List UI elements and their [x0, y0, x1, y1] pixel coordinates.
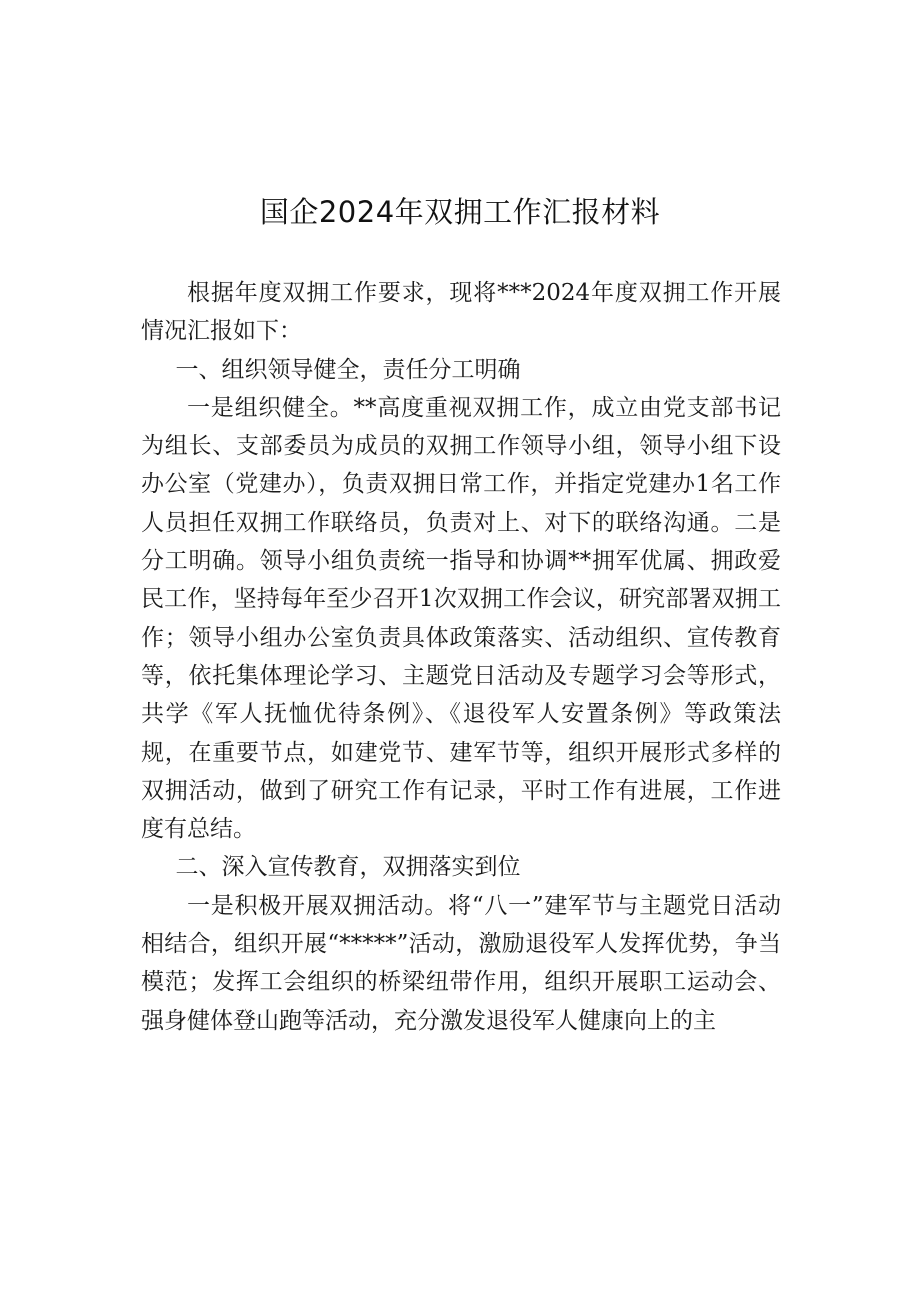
document-title: 国企2024年双拥工作汇报材料 [259, 195, 661, 229]
section-heading-1: 一、组织领导健全，责任分工明确 [175, 356, 521, 383]
section-1-paragraph: 一是组织健全。**高度重视双拥工作，成立由党支部书记为组长、支部委员为成员的双拥工作领导小组，领导小组下设办公室（党建办），负责双拥日常工作，并指定党建办1名工作人员担任双拥工作联络员，负责对上、对下的联络沟通。二是分工明确。领导小组负责统一指导和协调**拥军优属、拥政爱民工作，坚持每年至少召开1次双拥工作会议，研究部署双拥工作；领导小组办公室负责具体政策落实、活动组织、宣传教育等，依托集体理论学习、主题党日活动及专题学习会等形式，共学《军人抚恤优待条例》、《退役军人安置条例》等政策法规，在重要节点，如建党节、建军节等，组织开展形式多样的双拥活动，做到了研究工作有记录，平时工作有进展，工作进度有总结。 [141, 394, 781, 843]
intro-paragraph: 根据年度双拥工作要求，现将***2024年度双拥工作开展情况汇报如下： [141, 280, 781, 345]
document-body [141, 274, 781, 1040]
section-2-paragraph: 一是积极开展双拥活动。将“八一”建军节与主题党日活动相结合，组织开展“*****”活动，激励退役军人发挥优势，争当模范；发挥工会组织的桥梁纽带作用，组织开展职工运动会、强身健体登山跑等活动，充分激发退役军人健康向上的主 [141, 892, 781, 1034]
section-heading-2: 二、深入宣传教育，双拥落实到位 [175, 854, 521, 881]
